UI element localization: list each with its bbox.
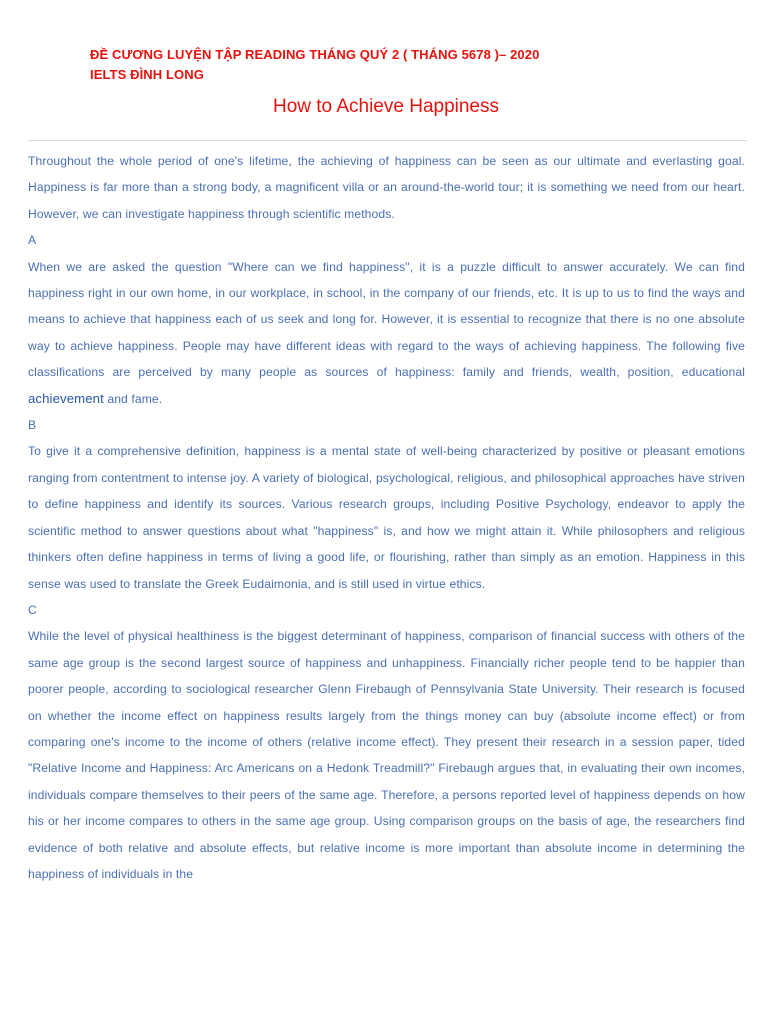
intro-paragraph: Throughout the whole period of one's lifetime, the achieving of happiness can be seen as our ultimate and everlasting goal. Happiness is far more than a strong body, a magnificent villa or an around-the-world tour; it is something we need from our heart. However, we can investigate happiness through scientific methods. [28, 154, 745, 221]
article-body [28, 148, 745, 887]
section-a-text-after: and fame. [103, 391, 163, 406]
section-marker-a: A [28, 233, 37, 248]
section-a-text-before: When we are asked the question "Where can we find happiness", it is a puzzle difficult to answer accurately. We can find happiness right in our own home, in our workplace, in school, in the company of our friends, etc. It is up to us to find the ways and means to achieve that happiness each of us seek and long for. However, it is essential to recognize that there is no one absolute way to achieve happiness. People may have different ideas with regard to the ways of achieving happiness. The following five classifications are perceived by many people as sources of happiness: family and friends, wealth, position, educational [28, 259, 745, 380]
section-b-paragraph: To give it a comprehensive definition, happiness is a mental state of well-being characterized by positive or pleasant emotions ranging from contentment to intense joy. A variety of biological, psychological, religious, and philosophical approaches have striven to define happiness and identify its sources. Various research groups, including Positive Psychology, endeavor to apply the scientific method to answer questions about what "happiness" is, and how we might attain it. While philosophers and religious thinkers often define happiness in terms of living a good life, or flourishing, rather than simply as an emotion. Happiness in this sense was used to translate the Greek Eudaimonia, and is still used in virtue ethics. [28, 444, 745, 591]
achievement-highlight: achievement [28, 390, 104, 406]
section-marker-b: B [28, 418, 37, 433]
page-title: How to Achieve Happiness [272, 96, 499, 117]
title-divider [28, 140, 747, 141]
section-c-paragraph: While the level of physical healthiness is the biggest determinant of happiness, comparison of financial success with others of the same age group is the second largest source of happiness and unhappiness. Financially richer people tend to be happier than poorer people, according to sociological researcher Glenn Firebaugh of Pennsylvania State University. Their research is focused on whether the income effect on happiness results largely from the things money can buy (absolute income effect) or from comparing one's income to the income of others (relative income effect). They present their research in a session paper, tided "Relative Income and Happiness: Arc Americans on a Hedonk Treadmill?" Firebaugh argues that, in evaluating their own incomes, individuals compare themselves to their peers of the same age. Therefore, a persons reported level of happiness depends on how his or her income compares to others in the same age group. Using comparison groups on the basis of age, the researchers find evidence of both relative and absolute effects, but relative income is more important than absolute income in determining the happiness of individuals in the [28, 629, 745, 881]
document-header-title: ĐỀ CƯƠNG LUYỆN TẬP READING THÁNG QUÝ 2 ( THÁNG 5678 )– 2020 [90, 47, 540, 62]
section-a-paragraph [28, 254, 745, 412]
document-header-author: IELTS ĐÌNH LONG [90, 67, 204, 82]
section-marker-c: C [28, 602, 37, 617]
